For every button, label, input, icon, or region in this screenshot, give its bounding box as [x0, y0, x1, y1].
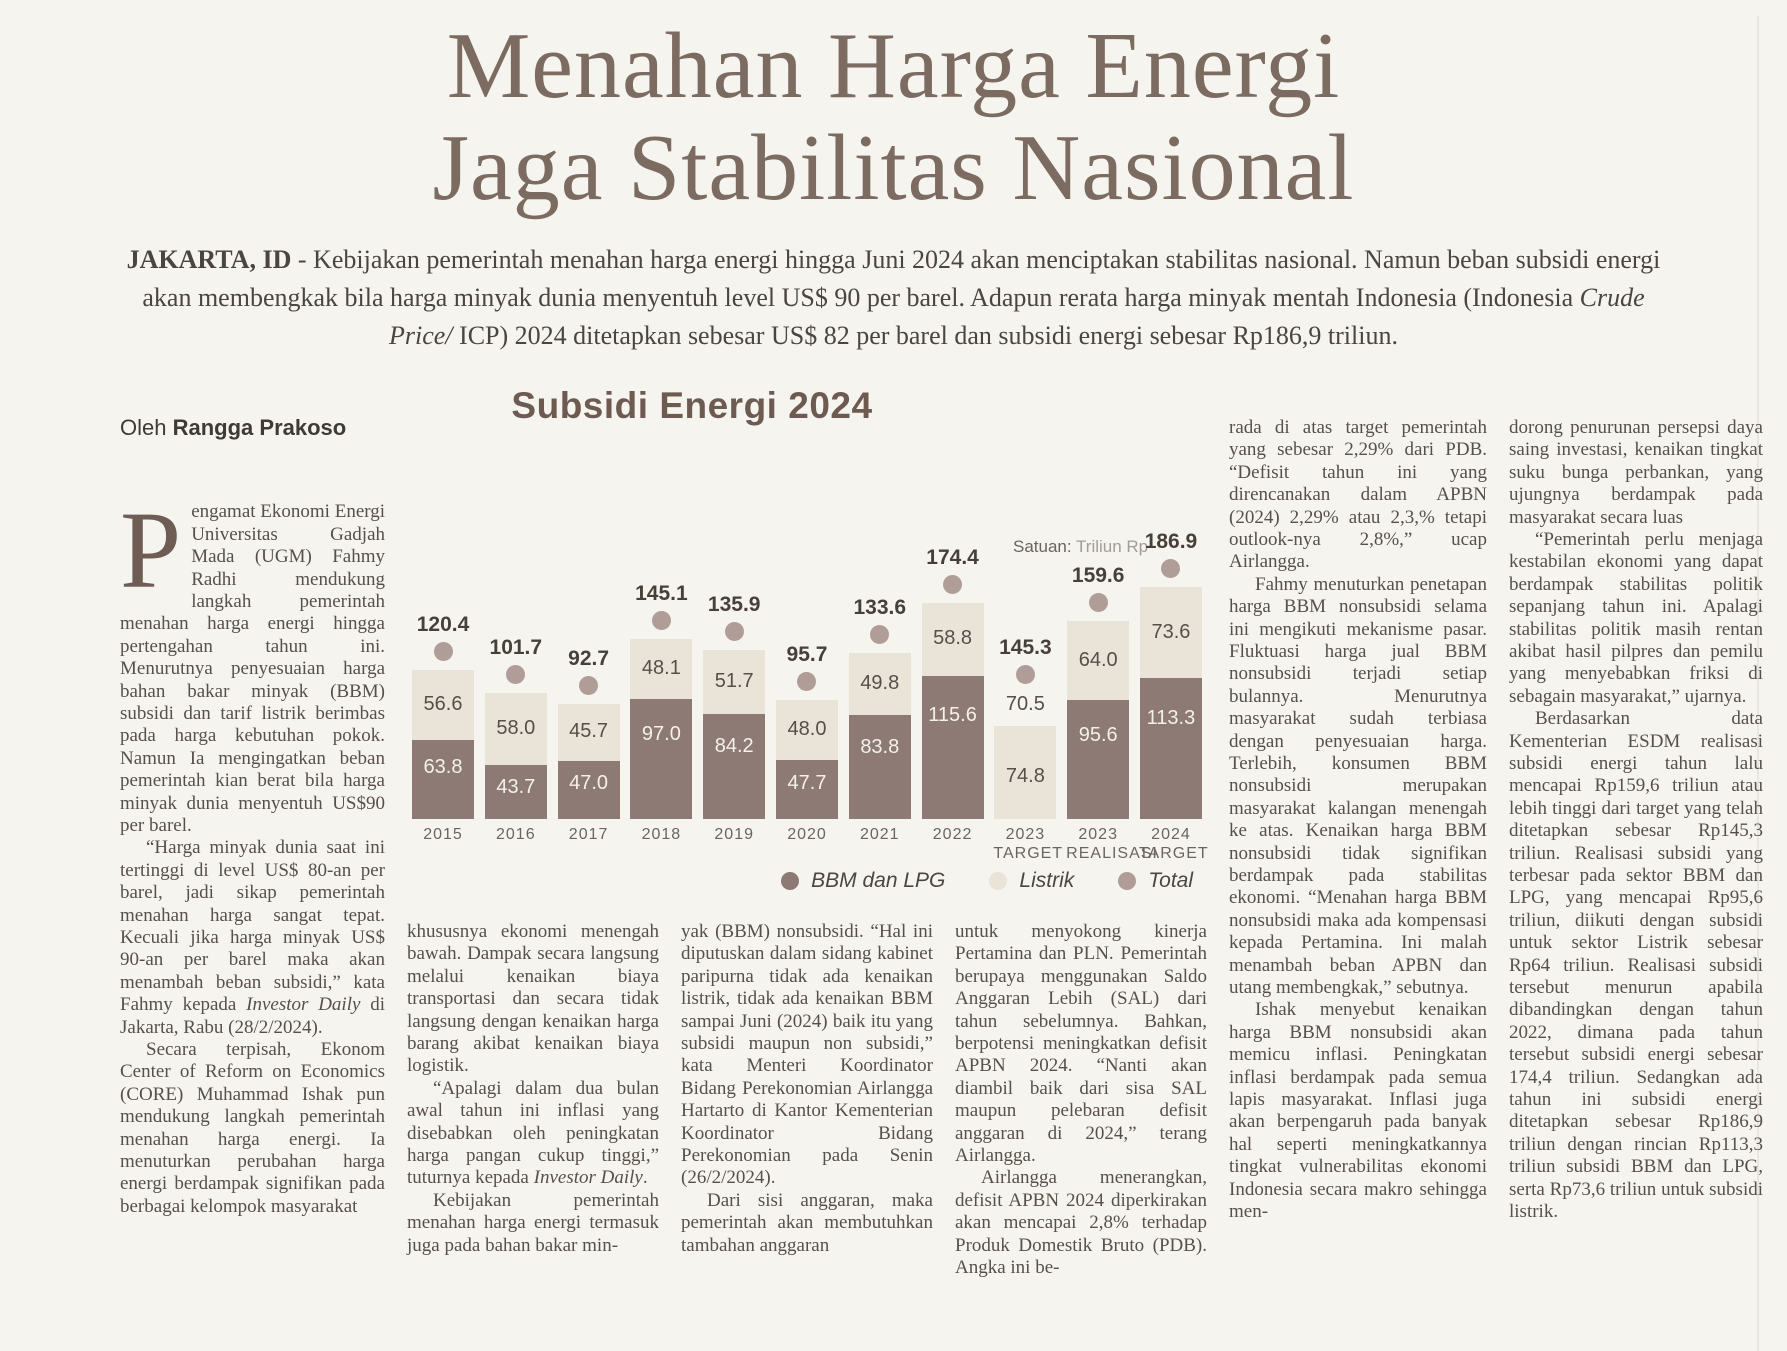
bbm-value-label: 43.7 [496, 775, 536, 798]
legend-item [989, 869, 1074, 893]
middle-section [407, 384, 1209, 1280]
paragraph [120, 489, 386, 837]
total-value-label: 101.7 [489, 635, 543, 659]
chart-unit-value: Triliun Rp [1076, 536, 1149, 556]
listrik-segment [849, 653, 911, 715]
total-value-label: 92.7 [568, 646, 610, 670]
x-axis-label: 2021 [859, 825, 900, 843]
total-value-label: 159.6 [1071, 564, 1125, 587]
paragraph [1229, 574, 1487, 1000]
subsidi-energi-chart [407, 385, 1207, 925]
x-axis-label: 2024 TARGET [1138, 825, 1209, 862]
paragraph [681, 1190, 933, 1257]
x-axis-label: 2017 [568, 825, 609, 843]
total-dot-icon [870, 625, 889, 644]
chart-bar-group [848, 596, 912, 819]
x-axis-label: 2022 [932, 825, 973, 843]
text-segment: Ishak menyebut kenaikan harga BBM nonsubsidi akan memicu inflasi. Peningkatan inflasi berdampak pada semua lapis masyarakat. Inflasi juga akan berpengaruh pada banyak hal seperti meningkatkannya tingkat vulnerabilitas ekonomi Indonesia secara makro sehingga men- [1229, 999, 1487, 1223]
bbm-value-label: 113.3 [1146, 706, 1196, 729]
legend-dot-icon [1118, 872, 1136, 890]
text-segment: di Jakarta, Rabu (28/2/2024). [120, 994, 385, 1038]
chart-bar-group [702, 593, 766, 819]
chart-unit-prefix: Satuan: [1013, 536, 1072, 556]
bbm-value-label: 97.0 [641, 722, 681, 745]
bbm-value-label: 63.8 [423, 755, 463, 778]
listrik-value-label: 64.0 [1078, 648, 1118, 671]
paragraph [120, 1039, 385, 1218]
italic-text: Crude Price/ [389, 282, 1645, 350]
bbm-value-label: 47.0 [569, 772, 609, 795]
bbm-value-label: 84.2 [714, 735, 754, 758]
stacked-bar [1067, 621, 1129, 819]
x-axis-label: 2016 [496, 825, 536, 843]
bbm-value-label: 83.8 [860, 735, 900, 758]
bbm-value-label: 74.8 [1005, 765, 1045, 788]
bbm-value-label: 115.6 [928, 704, 977, 727]
total-value-label: 145.3 [999, 636, 1052, 660]
paragraph [681, 921, 933, 1190]
total-dot-icon [434, 642, 453, 661]
legend-dot-icon [989, 872, 1007, 890]
total-value-label: 145.1 [635, 581, 688, 605]
column-1 [120, 414, 386, 1280]
listrik-segment [630, 639, 692, 699]
column-3 [681, 921, 933, 1280]
column-5 [1229, 417, 1487, 1280]
text-segment: Secara terpisah, Ekonom Center of Reform on Economics (CORE) Muhammad Ishak pun mendukung langkah pemerintah menahan harga energi. Ia menuturkan perubahan harga energi berdampak signifikan pada berbagai kelompok masyarakat [120, 1039, 385, 1217]
total-value-label: 186.9 [1144, 530, 1198, 554]
paragraph [1229, 417, 1487, 574]
bbm-value-label: 47.7 [787, 771, 827, 794]
paragraph [1509, 529, 1763, 708]
chart-bar-group [1139, 530, 1203, 819]
x-axis-label: 2019 [714, 825, 754, 843]
bbm-segment [1067, 700, 1129, 819]
bbm-segment [703, 714, 765, 818]
bbm-segment [922, 676, 984, 819]
stacked-bar [922, 603, 984, 819]
text-segment: khususnya ekonomi menengah bawah. Dampak secara langsung melalui kenaikan biaya transportasi dan secara tidak langsung dengan kenaikan harga barang akibat kenaikan biaya logistik. [407, 920, 659, 1077]
total-value-label: 95.7 [786, 643, 828, 667]
text-segment: “Pemerintah perlu menjaga kestabilan ekonomi yang dapat berdampak stabilitas politik sepanjang tahun ini. Apalagi stabilitas politik masih rentan akibat hasil pilpres dan pemilu yang menyebabkan friksi di sebagain masyarakat,” ujarnya. [1509, 528, 1763, 707]
drop-cap: P [120, 489, 182, 612]
paragraph [955, 921, 1207, 1167]
italic-text: Investor Daily [246, 994, 361, 1016]
total-dot-icon [579, 676, 598, 695]
stacked-bar [776, 700, 838, 819]
bbm-segment [558, 761, 620, 819]
bbm-segment [630, 699, 692, 819]
bbm-segment [412, 740, 474, 819]
total-value-label: 120.4 [416, 612, 470, 636]
column-2 [407, 921, 659, 1280]
listrik-value-label: 48.0 [787, 717, 827, 740]
listrik-value-label: 48.1 [641, 656, 681, 679]
bbm-segment [994, 726, 1056, 819]
legend-label: Total [1148, 868, 1193, 892]
total-dot-icon [943, 575, 962, 594]
headline-line2: Jaga Stabilitas Nasional [432, 115, 1355, 220]
paragraph [120, 837, 385, 1039]
bbm-segment [849, 715, 911, 819]
listrik-value-label: 58.0 [496, 716, 536, 739]
paragraph [116, 241, 1671, 355]
text-segment: Kebijakan pemerintah menahan harga energi termasuk juga pada bahan bakar min- [407, 1189, 659, 1256]
headline-line1: Menahan Harga Energi [446, 14, 1341, 118]
chart-x-labels [407, 825, 1207, 863]
stacked-bar [630, 639, 692, 819]
bold-lead-in: JAKARTA, ID [126, 245, 292, 275]
stacked-bar [485, 693, 547, 819]
text-segment: Berdasarkan data Kementerian ESDM realisasi subsidi energi tahun lalu mencapai Rp159,6 triliun atau lebih tinggi dari target yang telah ditetapkan sebesar Rp145,3 triliun. Realisasi subsidi yang terbesar pada sektor BBM dan LPG, yang mencapai Rp95,6 triliun, diikuti dengan subsidi untuk sektor Listrik sebesar Rp64 triliun. Realisasi subsidi tersebut menurun apabila dibandingkan dengan tahun 2022, dimana pada tahun tersebut subsidi energi sebesar 174,4 triliun. Sedangkan ada tahun ini subsidi energi ditetapkan sebesar Rp186,9 triliun dengan rincian Rp113,3 triliun subsidi BBM dan LPG, serta Rp73,6 triliun untuk subsidi listrik. [1509, 708, 1763, 1223]
newspaper-page [0, 16, 1787, 1279]
byline-author: Rangga Prakoso [172, 414, 347, 440]
stacked-bar [1140, 587, 1202, 819]
total-dot-icon [652, 611, 671, 630]
chart-bar-group [775, 643, 839, 819]
column-4 [955, 921, 1207, 1280]
total-value-label: 135.9 [707, 593, 761, 617]
paragraph [407, 1078, 659, 1190]
legend-dot-icon [781, 872, 799, 890]
stacked-bar [994, 726, 1056, 819]
byline [120, 414, 385, 440]
chart-bar-group [921, 546, 985, 819]
x-axis-label: 2023 TARGET [993, 825, 1064, 862]
column-6 [1509, 417, 1763, 1280]
text-segment: ICP) 2024 ditetapkan sebesar US$ 82 per barel dan subsidi energi sebesar Rp186,9 triliun. [452, 320, 1398, 350]
paragraph [407, 921, 659, 1078]
listrik-value-label: 70.5 [1005, 693, 1045, 716]
text-segment: engamat Ekonomi Energi Universitas Gadjah Mada (UGM) Fahmy Radhi mendukung langkah pemerintah menahan harga energi hingga pertengahan tahun ini. Menurutnya penyesuaian harga bahan bakar minyak (BBM) subsidi dan tarif listrik berimbas pada harga kebutuhan pokok. Namun Ia mengingatkan beban pemerintah kian berat bila harga minyak dunia menyentuh US$90 per barel. [120, 501, 386, 836]
paragraph [1229, 999, 1487, 1223]
text-segment: yak (BBM) nonsubsidi. “Hal ini diputuskan dalam sidang kabinet paripurna tidak ada kenaikan listrik, tidak ada kenaikan BBM sampai Juni (2024) baik itu yang subsidi maupun non subsidi,” kata Menteri Koordinator Bidang Perekonomian Airlangga Hartarto di Kantor Kementerian Koordinator Bidang Perekonomian pada Senin (26/2/2024). [681, 920, 933, 1189]
listrik-value-label: 56.6 [423, 692, 463, 715]
chart-bar-group [1066, 564, 1130, 819]
chart-legend [781, 869, 1193, 893]
bbm-value-label: 95.6 [1078, 724, 1118, 747]
bbm-segment [1140, 678, 1202, 818]
x-axis-label: 2018 [641, 825, 682, 843]
stacked-bar [703, 650, 765, 819]
text-segment: dorong penurunan persepsi daya saing investasi, kenaikan tingkat suku bunga perbankan, yang ujungnya berdampak pada masyarakat secara luas [1509, 416, 1763, 528]
chart-bar-group [484, 636, 548, 819]
scan-artifact-line [1757, 16, 1759, 1351]
listrik-segment [1140, 587, 1202, 678]
paragraph [1509, 417, 1763, 529]
lead-paragraph [116, 241, 1671, 355]
text-segment: Airlangga menerangkan, defisit APBN 2024 diperkirakan akan mencapai 2,8% terhadap Produk Domestik Bruto (PDB). Angka ini be- [955, 1167, 1207, 1278]
article-body [0, 384, 1787, 1280]
text-segment: . [642, 1167, 648, 1189]
stacked-bar [558, 704, 620, 819]
byline-prefix: Oleh [120, 414, 167, 440]
chart-bars [407, 517, 1207, 819]
chart-bar-group [993, 636, 1057, 819]
listrik-segment [703, 650, 765, 714]
total-dot-icon [1161, 559, 1180, 578]
text-segment: untuk menyokong kinerja Pertamina dan PLN. Pemerintah berupaya menggunakan Saldo Anggaran Lebih (SAL) dari tahun sebelumnya. Bahkan, berpotensi meningkatkan defisit APBN 2024. “Nanti akan diambil baik dari sisa SAL maupun pelebaran defisit anggaran di 2024,” terang Airlangga. [955, 920, 1207, 1166]
listrik-segment [558, 704, 620, 761]
total-value-label: 133.6 [853, 596, 907, 620]
paragraph [407, 1190, 659, 1257]
paragraph [1509, 708, 1763, 1223]
legend-label: Listrik [1019, 868, 1075, 892]
listrik-value-label: 73.6 [1151, 620, 1191, 643]
headline [0, 16, 1787, 219]
total-dot-icon [506, 665, 525, 684]
text-segment: - Kebijakan pemerintah menahan harga energi hingga Juni 2024 akan menciptakan stabilitas nasional. Namun beban subsidi energi akan membengkak bila harga minyak dunia menyentuh level US$ 90 per barel. Adapun rerata harga minyak mentah Indonesia (Indonesia [142, 245, 1661, 312]
chart-bar-group [411, 613, 475, 819]
listrik-value-label: 49.8 [860, 672, 900, 695]
total-dot-icon [1089, 593, 1108, 612]
legend-item [1118, 869, 1193, 893]
stacked-bar [412, 670, 474, 819]
text-segment: Dari sisi anggaran, maka pemerintah akan membutuhkan tambahan anggaran [681, 1189, 933, 1256]
listrik-value-label: 45.7 [569, 720, 609, 743]
x-axis-label: 2015 [423, 825, 463, 843]
chart-bar-group [629, 582, 693, 819]
listrik-segment [485, 693, 547, 765]
listrik-value-label: 58.8 [933, 627, 973, 650]
listrik-segment [1067, 621, 1129, 700]
total-dot-icon [725, 622, 744, 641]
bbm-segment [485, 765, 547, 819]
total-dot-icon [1016, 665, 1035, 684]
bbm-segment [776, 760, 838, 819]
listrik-segment [922, 603, 984, 676]
column-1-text [120, 489, 386, 1218]
legend-label: BBM dan LPG [811, 868, 946, 892]
total-value-label: 174.4 [926, 545, 979, 569]
listrik-value-label: 51.7 [714, 670, 754, 693]
total-dot-icon [797, 672, 816, 691]
chart-bar-group [557, 647, 621, 819]
middle-columns [407, 921, 1207, 1280]
legend-item [781, 869, 945, 893]
stacked-bar [849, 653, 911, 819]
listrik-segment [412, 670, 474, 740]
text-segment: rada di atas target pemerintah yang sebesar 2,29% dari PDB. “Defisit tahun ini yang direncanakan dalam APBN (2024) 2,29% atau 2,3,% tetapi outlook-nya 2,8%,” ucap Airlangga. [1229, 416, 1487, 573]
chart-title: Subsidi Energi 2024 [511, 384, 873, 426]
text-segment: “Harga minyak dunia saat ini tertinggi di level US$ 80-an per barel, jadi sikap pemerintah menahan harga sangat tepat. Kecuali jika harga minyak US$ 90-an per barel maka akan menambah beban subsidi,” kata Fahmy kepada [120, 837, 385, 1016]
paragraph [955, 1167, 1207, 1279]
text-segment: “Apalagi dalam dua bulan awal tahun ini inflasi yang disebabkan oleh peningkatan harga pangan cukup tinggi,” tuturnya kepada [407, 1077, 659, 1189]
text-segment: Fahmy menuturkan penetapan harga BBM nonsubsidi selama ini mengikuti mekanisme pasar. Fluktuasi harga jual BBM nonsubsidi terjadi setiap bulannya. Menurutnya masyarakat sudah terbiasa dengan penyesuaian harga. Terlebih, konsumen BBM nonsubsidi merupakan masyarakat kalangan menengah ke atas. Kenaikan harga BBM nonsubsidi tidak signifikan berdampak pada stabilitas ekonomi. “Menahan harga BBM nonsubsidi maka ada kompensasi kepada Pertamina. Ini malah menambah beban APBN dan utang membengkak,” sebutnya. [1229, 573, 1487, 999]
x-axis-label: 2020 [787, 825, 827, 843]
listrik-segment [776, 700, 838, 760]
italic-text: Investor Daily [533, 1167, 643, 1189]
x-axis-label: 2023 REALISASI [1066, 825, 1158, 862]
